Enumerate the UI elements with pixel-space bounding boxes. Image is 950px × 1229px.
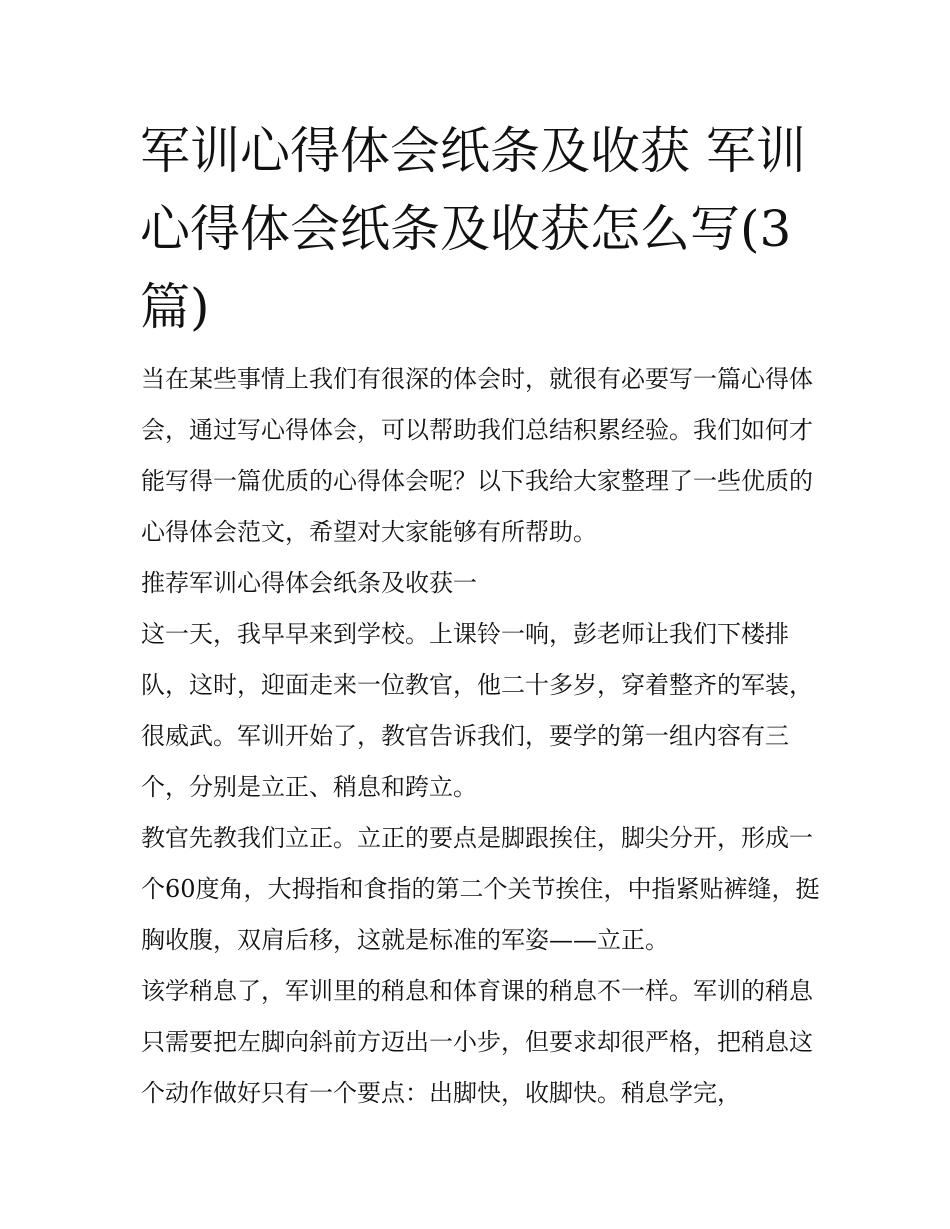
section-heading: 推荐军训心得体会纸条及收获一 xyxy=(141,569,477,597)
page-title: 军训心得体会纸条及收获 军训心得体会纸条及收获怎么写(3篇) xyxy=(140,122,806,336)
body-paragraph: 这一天，我早早来到学校。上课铃一响，彭老师让我们下楼排队，这时，迎面走来一位教官，他二十多岁，穿着整齐的军装，很威武。军训开始了，教官告诉我们，要学的第一组内容有三个，分别是立正、稍息和跨立。 xyxy=(141,620,813,801)
body-paragraph: 教官先教我们立正。立正的要点是脚跟挨住，脚尖分开，形成一个60度角，大拇指和食指的第二个关节挨住，中指紧贴裤缝，挺胸收腹，双肩后移，这就是标准的军姿——立正。 xyxy=(141,824,820,954)
body-paragraph: 该学稍息了，军训里的稍息和体育课的稍息不一样。军训的稍息只需要把左脚向斜前方迈出一小步，但要求却很严格，把稍息这个动作做好只有一个要点：出脚快，收脚快。稍息学完， xyxy=(141,977,813,1107)
intro-paragraph: 当在某些事情上我们有很深的体会时，就很有必要写一篇心得体会，通过写心得体会，可以帮助我们总结积累经验。我们如何才能写得一篇优质的心得体会呢？以下我给大家整理了一些优质的心得体会范文，希望对大家能够有所帮助。 xyxy=(141,365,813,546)
document-body xyxy=(141,354,821,1119)
